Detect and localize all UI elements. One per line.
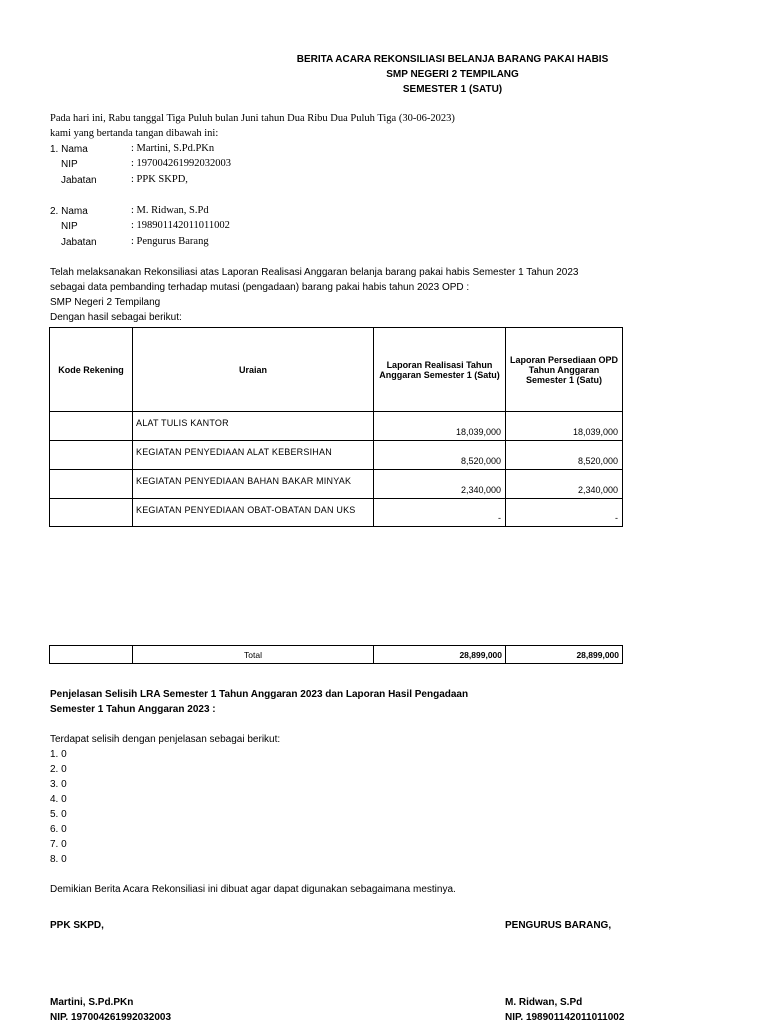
person2-nip-value: : 198901142011011002 <box>131 220 230 231</box>
header-laporan-realisasi <box>374 328 506 412</box>
signature-right-title: PENGURUS BARANG, <box>505 920 612 931</box>
body-text-line3: SMP Negeri 2 Tempilang <box>50 297 161 308</box>
penjelasan-item: 3. 0 <box>50 779 67 790</box>
person1-jabatan-label: Jabatan <box>61 175 97 186</box>
cell-lra: 2,340,000 <box>374 470 506 499</box>
intro-signers-line: kami yang bertanda tangan dibawah ini: <box>50 128 219 139</box>
header-laporan-persediaan <box>506 328 623 412</box>
cell-lra: 18,039,000 <box>374 412 506 441</box>
header-lp-line3: Semester 1 (Satu) <box>525 374 603 385</box>
cell-uraian: ALAT TULIS KANTOR <box>133 412 374 441</box>
body-text-line2: sebagai data pembanding terhadap mutasi (pengadaan) barang pakai habis tahun 2023 OPD : <box>50 282 470 293</box>
person2-nama-label: 2. Nama <box>50 206 88 217</box>
penjelasan-item: 1. 0 <box>50 749 67 760</box>
cell-lp: 2,340,000 <box>506 470 623 499</box>
cell-uraian: KEGIATAN PENYEDIAAN OBAT-OBATAN DAN UKS <box>133 499 374 527</box>
cell-lp: 8,520,000 <box>506 441 623 470</box>
table-row <box>50 412 623 441</box>
document-title: BERITA ACARA REKONSILIASI BELANJA BARANG PAKAI HABIS <box>296 54 609 65</box>
signature-left-nip: NIP. 197004261992032003 <box>50 1012 172 1023</box>
header-lp-line2: Tahun Anggaran <box>528 364 600 375</box>
person1-jabatan-value: : PPK SKPD, <box>131 174 188 185</box>
total-table <box>49 645 623 664</box>
header-uraian: Uraian <box>133 328 374 412</box>
closing-statement: Demikian Berita Acara Rekonsiliasi ini dibuat agar dapat digunakan sebagaimana mestinya. <box>50 884 456 895</box>
cell-uraian: KEGIATAN PENYEDIAAN BAHAN BAKAR MINYAK <box>133 470 374 499</box>
cell-kode <box>50 412 133 441</box>
body-text-line4: Dengan hasil sebagai berikut: <box>50 312 182 323</box>
header-lp-line1: Laporan Persediaan OPD <box>509 354 619 365</box>
cell-lra: - <box>374 499 506 527</box>
penjelasan-item: 8. 0 <box>50 854 67 865</box>
person1-nip-value: : 197004261992032003 <box>131 158 232 169</box>
body-text-line1: Telah melaksanakan Rekonsiliasi atas Laporan Realisasi Anggaran belanja barang pakai habis Semester 1 Tahun 2023 <box>50 267 579 278</box>
cell-uraian: KEGIATAN PENYEDIAAN ALAT KEBERSIHAN <box>133 441 374 470</box>
school-name: SMP NEGERI 2 TEMPILANG <box>386 69 519 80</box>
cell-kode <box>50 470 133 499</box>
person2-jabatan-label: Jabatan <box>61 237 97 248</box>
table-row <box>50 499 623 527</box>
table-row <box>50 470 623 499</box>
total-label: Total <box>133 646 374 664</box>
person2-nama-value: : M. Ridwan, S.Pd <box>131 205 209 216</box>
total-lra: 28,899,000 <box>374 646 506 664</box>
signature-right-name: M. Ridwan, S.Pd <box>505 997 583 1008</box>
person1-nama-value: : Martini, S.Pd.PKn <box>131 143 215 154</box>
cell-lra: 8,520,000 <box>374 441 506 470</box>
penjelasan-item: 7. 0 <box>50 839 67 850</box>
penjelasan-title-line2: Semester 1 Tahun Anggaran 2023 : <box>50 704 216 715</box>
semester-label: SEMESTER 1 (SATU) <box>402 84 503 95</box>
person2-jabatan-value: : Pengurus Barang <box>131 236 209 247</box>
reconciliation-table <box>49 327 623 527</box>
person2-nip-label: NIP <box>61 221 78 232</box>
person1-nip-label: NIP <box>61 159 78 170</box>
penjelasan-title-line1: Penjelasan Selisih LRA Semester 1 Tahun Anggaran 2023 dan Laporan Hasil Pengadaan <box>50 689 469 700</box>
header-kode-rekening: Kode Rekening <box>50 328 133 412</box>
signature-right-nip: NIP. 198901142011011002 <box>505 1012 625 1023</box>
cell-kode <box>50 441 133 470</box>
header-lra-line1: Laporan Realisasi Tahun <box>386 359 493 370</box>
cell-lp: - <box>506 499 623 527</box>
person1-nama-label: 1. Nama <box>50 144 88 155</box>
total-lp: 28,899,000 <box>506 646 623 664</box>
penjelasan-item: 5. 0 <box>50 809 67 820</box>
table-header-row <box>50 328 623 412</box>
signature-left-name: Martini, S.Pd.PKn <box>50 997 134 1008</box>
cell-lp: 18,039,000 <box>506 412 623 441</box>
header-lra-line2: Anggaran Semester 1 (Satu) <box>379 369 500 380</box>
penjelasan-item: 2. 0 <box>50 764 67 775</box>
penjelasan-item: 6. 0 <box>50 824 67 835</box>
intro-date-line: Pada hari ini, Rabu tanggal Tiga Puluh bulan Juni tahun Dua Ribu Dua Puluh Tiga (30-06-2023) <box>50 113 455 124</box>
penjelasan-intro: Terdapat selisih dengan penjelasan sebagai berikut: <box>50 734 281 745</box>
total-row <box>50 646 623 664</box>
signature-left-title: PPK SKPD, <box>50 920 104 931</box>
total-kode-cell <box>50 646 133 664</box>
cell-kode <box>50 499 133 527</box>
penjelasan-item: 4. 0 <box>50 794 67 805</box>
table-row <box>50 441 623 470</box>
